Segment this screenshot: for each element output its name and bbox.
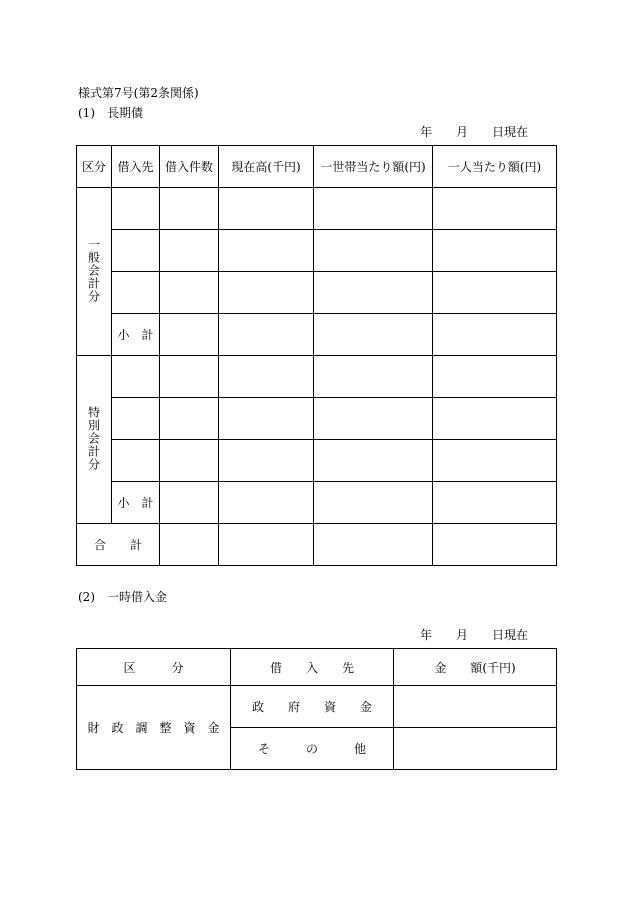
entry-cell[interactable] [160,272,219,314]
table-row [77,272,557,314]
section2-heading: (2) 一時借入金 [78,590,167,604]
section1-heading: (1) 長期債 [78,106,143,120]
entry-cell[interactable] [160,314,219,356]
entry-cell[interactable] [219,314,314,356]
entry-cell[interactable] [314,314,433,356]
entry-cell[interactable] [160,230,219,272]
total-row [77,524,557,566]
entry-cell[interactable] [112,272,160,314]
entry-cell[interactable] [433,482,557,524]
general-account-label: 一般会計分 [86,237,101,303]
entry-cell[interactable] [219,188,314,230]
entry-cell[interactable] [160,398,219,440]
total-label: 合 計 [77,524,160,566]
entry-cell[interactable] [433,188,557,230]
entry-cell[interactable] [160,188,219,230]
entry-cell[interactable] [314,188,433,230]
entry-cell[interactable] [219,230,314,272]
entry-cell[interactable] [433,230,557,272]
header-lender: 借 入 先 [231,649,394,686]
entry-cell[interactable] [433,524,557,566]
section1-date-label: 年 月 日現在 [420,125,529,139]
entry-cell[interactable] [219,482,314,524]
entry-cell[interactable] [394,728,557,770]
header-per-person: 一人当たり額(円) [433,146,557,188]
entry-cell[interactable] [314,440,433,482]
table-row [77,188,557,230]
table-row [77,440,557,482]
lender-other: そ の 他 [231,728,394,770]
entry-cell[interactable] [219,398,314,440]
header-per-household: 一世帯当たり額(円) [314,146,433,188]
lender-government-funds: 政 府 資 金 [231,686,394,728]
entry-cell[interactable] [433,398,557,440]
header-row [77,649,557,686]
entry-cell[interactable] [219,440,314,482]
entry-cell[interactable] [219,524,314,566]
entry-cell[interactable] [314,524,433,566]
subtotal-row [77,482,557,524]
header-lender: 借入先 [112,146,160,188]
entry-cell[interactable] [314,272,433,314]
subtotal-row [77,314,557,356]
header-amount: 金 額(千円) [394,649,557,686]
entry-cell[interactable] [160,440,219,482]
entry-cell[interactable] [314,398,433,440]
entry-cell[interactable] [314,482,433,524]
header-category: 区分 [77,146,112,188]
header-category: 区 分 [77,649,231,686]
table-row [77,686,557,728]
table-row [77,398,557,440]
long-term-debt-table [76,145,557,566]
entry-cell[interactable] [314,230,433,272]
header-row [77,146,557,188]
temporary-borrowing-table [76,648,557,770]
entry-cell[interactable] [433,440,557,482]
entry-cell[interactable] [394,686,557,728]
entry-cell[interactable] [112,230,160,272]
section2-date-label: 年 月 日現在 [420,628,529,642]
form-title: 様式第7号(第2条関係) [78,86,199,100]
entry-cell[interactable] [112,440,160,482]
entry-cell[interactable] [219,272,314,314]
entry-cell[interactable] [112,356,160,398]
entry-cell[interactable] [112,188,160,230]
entry-cell[interactable] [160,356,219,398]
general-account-cell [77,188,112,356]
entry-cell[interactable] [433,356,557,398]
fiscal-adjustment-fund-label: 財 政 調 整 資 金 [77,686,231,770]
entry-cell[interactable] [219,356,314,398]
table-row [77,230,557,272]
special-account-label: 特別会計分 [86,405,101,471]
header-balance: 現在高(千円) [219,146,314,188]
entry-cell[interactable] [433,314,557,356]
special-account-cell [77,356,112,524]
table-row [77,356,557,398]
entry-cell[interactable] [160,482,219,524]
header-loan-count: 借入件数 [160,146,219,188]
entry-cell[interactable] [160,524,219,566]
subtotal-label: 小 計 [112,314,160,356]
entry-cell[interactable] [112,398,160,440]
entry-cell[interactable] [314,356,433,398]
subtotal-label: 小 計 [112,482,160,524]
entry-cell[interactable] [433,272,557,314]
